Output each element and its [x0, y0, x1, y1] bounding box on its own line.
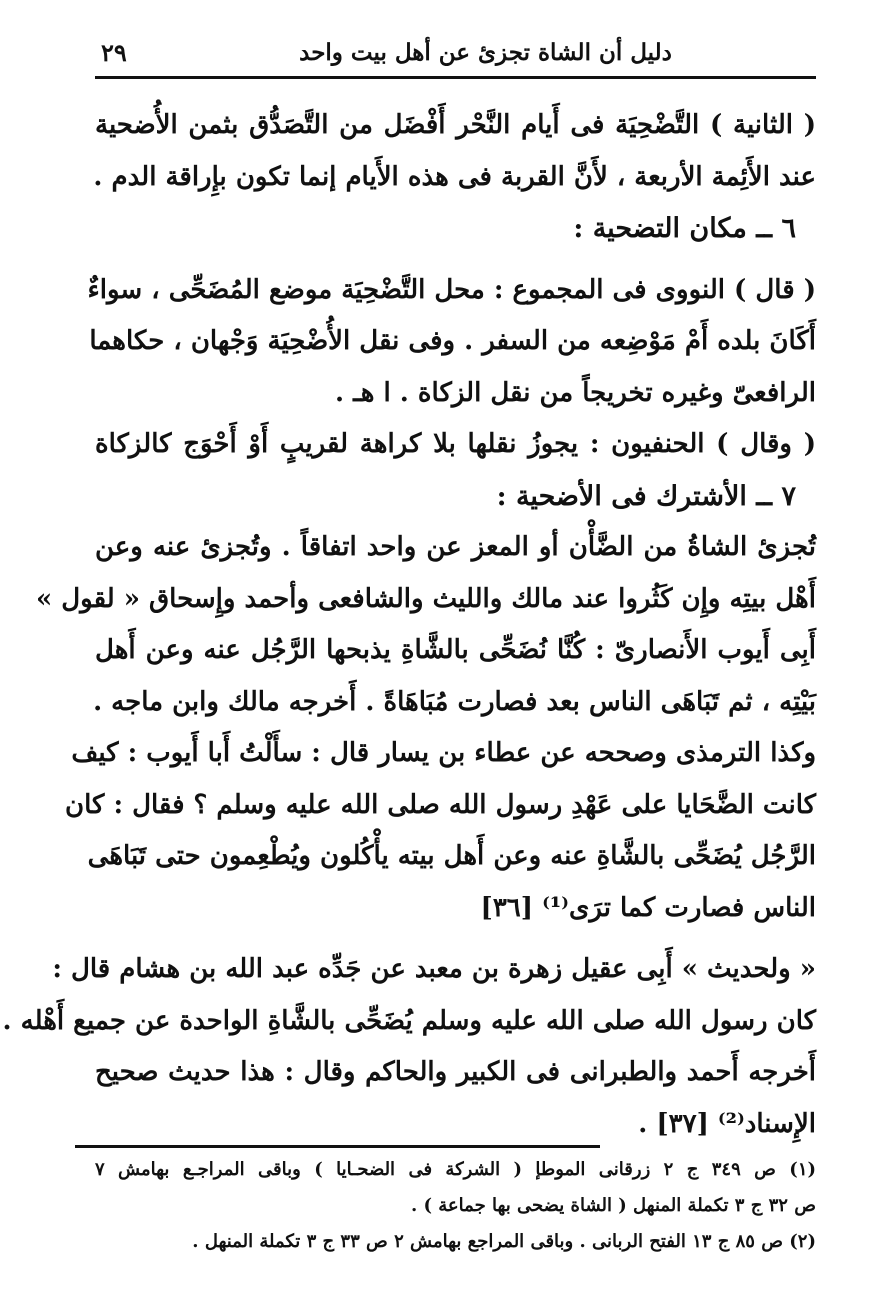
page-number: ٢٩ [101, 38, 127, 67]
text-line: الرَّجُل يُضَحِّى بالشَّاةِ عنه وعن أَهل بيته يأْكُلون ويُطْعِمون حتى تَبَاهَى [87, 841, 816, 871]
text-line: تُجزئ الشاةُ من الضَّأْن أو المعز عن واحد اتفاقاً . وتُجزئ عنه وعن [95, 532, 816, 562]
header-title: دليل أن الشاة تجزئ عن أهل بيت واحد [299, 39, 672, 66]
text-line: بَيْتِه ، ثم تَبَاهَى الناس بعد فصارت مُبَاهَاةً . أَخرجه مالك وابن ماجه . [93, 686, 816, 717]
text-line: الناس فصارت كما ترَى⁽¹⁾ [٣٦] [480, 892, 816, 923]
section-heading: ٧ ــ الأشترك فى الأضحية : [496, 480, 796, 512]
footnote-line: (١) ص ٣٤٩ ج ٢ زرقانى الموطإ ( الشركة فى الضحـايا ) وباقى المراجـع بهامش ٧ [95, 1159, 817, 1180]
paragraph-gap [95, 255, 816, 265]
text-line: أَخرجه أَحمد والطبرانى فى الكبير والحاكم وقال : هذا حديث صحيح [95, 1057, 816, 1087]
text-line: أَهْل بيتِه وإِن كَثُروا عند مالك والليث والشافعى وأحمد وإِسحاق « لقول » [35, 583, 816, 614]
text-line: عند الأَئِمة الأربعة ، لأَنَّ القربة فى هذه الأَيام إنما تكون بإِراقة الدم . [93, 161, 816, 192]
text-line: الرافعىّ وغيره تخريجاً من نقل الزكاة . ا هـ . [335, 377, 816, 408]
text-line: ( وقال ) الحنفيون : يجوزُ نقلها بلا كراهة لقريبٍ أَوْ أَحْوَج كالزكاة [95, 429, 816, 459]
text-line: كانت الضَّحَايا على عَهْدِ رسول الله صلى الله عليه وسلم ؟ فقال : كان [65, 789, 816, 820]
text-line: الإِسناد⁽²⁾ [٣٧] . [638, 1108, 816, 1139]
footnotes [95, 1152, 816, 1260]
footnote-line: (٢) ص ٨٥ ج ١٣ الفتح الربانى . وباقى المراجع بهامش ٢ ص ٣٣ ج ٣ تكملة المنهل . [192, 1231, 816, 1252]
footnote-separator [75, 1145, 600, 1148]
text-line: وكذا الترمذى وصححه عن عطاء بن يسار قال : سأَلْتُ أَبا أَيوب : كيف [71, 738, 816, 768]
text-line: أَبِى أَيوب الأَنصارىّ : كُنَّا نُضَحِّى بالشَّاةِ يذبحها الرَّجُل عنه وعن أَهل [95, 635, 816, 665]
main-text [2, 100, 816, 1150]
section-heading: ٦ ــ مكان التضحية : [573, 213, 796, 244]
paragraph-gap [95, 934, 816, 944]
text-line: ( قال ) النووى فى المجموع : محل التَّضْحِيَة موضع المُضَحِّى ، سواءٌ [87, 274, 816, 305]
text-line: أَكَانَ بلده أَمْ مَوْضِعه من السفر . وفى نقل الأُضْحِيَة وَجْهان ، حكاهما [89, 326, 816, 356]
footnote-line: ص ٣٢ ج ٣ تكملة المنهل ( الشاة يضحى بها جماعة ) . [410, 1195, 816, 1216]
text-line: ( الثانية ) التَّضْحِيَة فى أَيام النَّحْر أَفْضَل من التَّصَدُّق بثمن الأُضحية [95, 110, 816, 140]
text-line: كان رسول الله صلى الله عليه وسلم يُضَحِّى بالشَّاةِ الواحدة عن جميع أَهْله . [2, 1005, 816, 1036]
text-line: « ولحديث » أَبِى عقيل زهرة بن معبد عن جَدِّه عبد الله بن هشام قال : [52, 954, 816, 984]
running-header [95, 32, 816, 79]
